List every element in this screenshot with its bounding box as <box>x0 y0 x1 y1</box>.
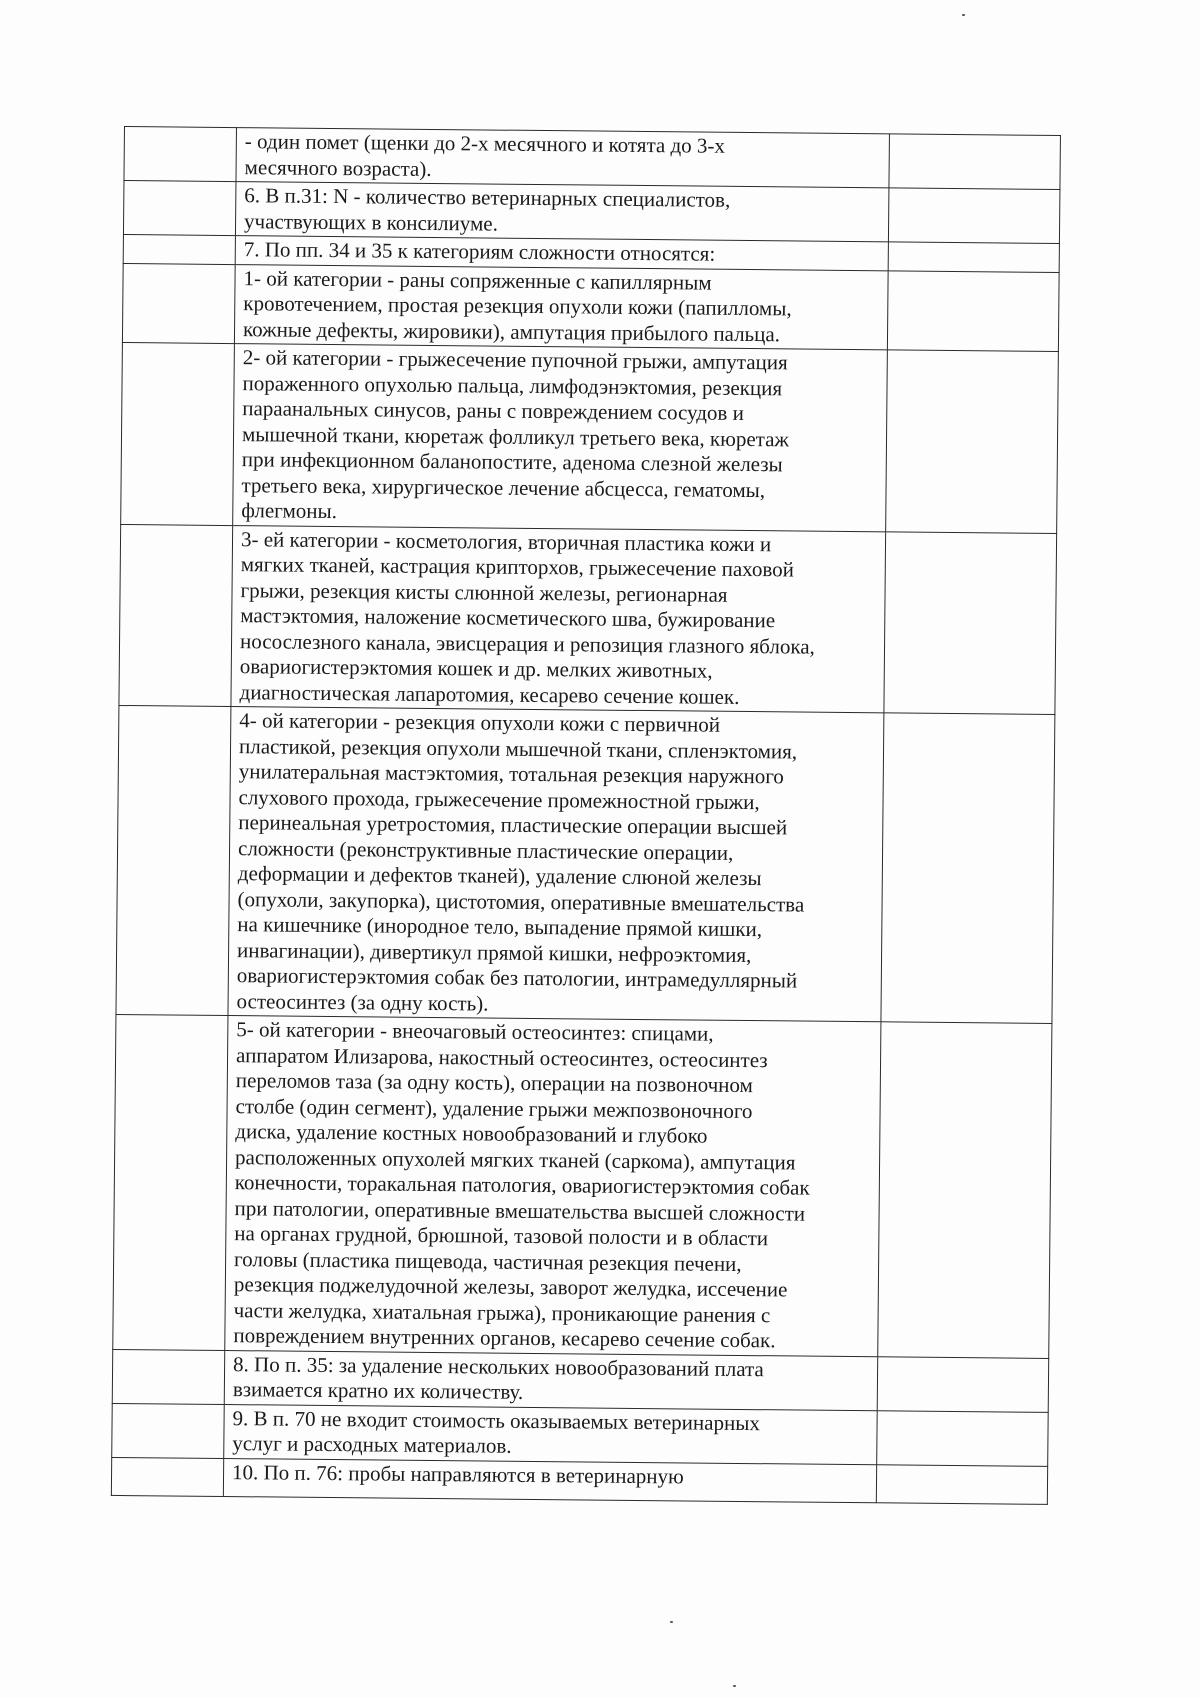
table-row <box>116 705 1055 1023</box>
note-text: 5- ой категории - внеочаговый остеосинтез: спицами, аппаратом Илизарова, накостный остеосинтез, остеосинтез переломов таза (за одну кость), операции на позвоночном столбе (один сегмент), удаление грыжи межпозвоночного диска, удаление костных новообразований и глубоко расположенных опухолей мягких тканей (саркома), ампутация конечности, торакальная патология, овариогистерэктомия собак при патологии, оперативные вмешательства высшей сложности на органах грудной, брюшной, тазовой полости и в области головы (пластика пищевода, частичная резекция печени, резекция поджелудочной железы, заворот желудка, иссечение части желудка, хиатальная грыжа), проникающие ранения с повреждением внутренних органов, кесарево сечение собак. <box>233 1017 810 1353</box>
empty-cell-right <box>889 134 1061 190</box>
empty-cell-left <box>123 234 235 264</box>
empty-cell-left <box>123 181 236 236</box>
note-text: - один помет (щенки до 2-х месячного и котята до 3-х месячного возраста). <box>244 129 726 181</box>
tariff-notes-table <box>111 126 1061 1504</box>
empty-cell-left <box>113 1014 228 1350</box>
table-row <box>123 181 1059 244</box>
empty-cell-right <box>877 1410 1049 1466</box>
note-cell <box>224 1404 877 1464</box>
table-row <box>112 1403 1048 1466</box>
note-text: 10. По п. 76: пробы направляются в ветеринарную <box>231 1459 684 1488</box>
note-text: 2- ой категории - грыжесечение пупочной грыжи, ампутация пораженного опухолью пальца, лимфодэнэктомия, резекция параанальных синусов, раны с повреждением сосудов и мышечной ткани, кюретаж фолликул третьего века, кюретаж при инфекционном баланопостите, аденома слезной железы третьего века, хирургическое лечение абсцесса, гематомы, флегмоны. <box>241 345 790 524</box>
empty-cell-right <box>886 350 1059 533</box>
note-text: 1- ой категории - раны сопряженные с капиллярным кровотечением, простая резекция опухоли кожи (папилломы, кожные дефекты, жировики), ампутация прибылого пальца. <box>242 265 792 346</box>
table-row <box>111 1457 1047 1504</box>
table-row <box>119 524 1057 714</box>
note-cell <box>235 182 888 242</box>
table-row <box>112 1349 1048 1412</box>
table-row <box>121 342 1059 532</box>
note-text: 3- ей категории - косметология, вторичная пластика кожи и мягких тканей, кастрация крипторхов, грыжесечение паховой грыжи, резекция кисты слюнной железы, регионарная мастэктомия, наложение косметического шва, бужирование носослезного канала, эвисцерация и репозиция глазного яблока, овариогистерэктомия кошек и др. мелких животных, диагностическая лапаротомия, кесарево сечение кошек. <box>239 526 815 709</box>
scan-speck <box>670 1621 673 1623</box>
empty-cell-right <box>877 1356 1049 1412</box>
note-cell <box>224 1350 877 1410</box>
empty-cell-right <box>888 242 1059 272</box>
empty-cell-right <box>887 270 1059 351</box>
table-row <box>124 127 1060 190</box>
scan-speck <box>962 14 965 16</box>
note-cell <box>223 1458 876 1502</box>
scan-speck <box>733 1685 736 1687</box>
table-row <box>113 1014 1052 1357</box>
note-text: 9. В п. 70 не входит стоимость оказываемых ветеринарных услуг и расходных материалов. <box>232 1405 761 1458</box>
empty-cell-left <box>124 127 237 182</box>
empty-cell-right <box>876 1464 1047 1504</box>
empty-cell-left <box>112 1349 225 1404</box>
note-cell <box>228 707 884 1022</box>
empty-cell-left <box>121 342 235 525</box>
note-cell <box>233 344 888 532</box>
note-cell <box>225 1016 881 1357</box>
note-text: 6. В п.31: N - количество ветеринарных специалистов, участвующих в консилиуме. <box>243 183 731 236</box>
empty-cell-left <box>122 263 235 344</box>
empty-cell-right <box>888 188 1060 244</box>
note-cell <box>234 264 888 350</box>
note-text: 7. По пп. 34 и 35 к категориям сложности относятся: <box>243 237 716 266</box>
note-text: 4- ой категории - резекция опухоли кожи с первичной пластикой, резекция опухоли мышечной ткани, спленэктомия, унилатеральная мастэктомия, тотальная резекция наружного слухового прохода, грыжесечение промежностной грыжи, перинеальная уретростомия, пластические операции высшей сложности (реконструктивные пластические операции, деформации и дефектов тканей), удаление слюной железы (опухоли, закупорка), цистотомия, оперативные вмешательства на кишечнике (инородное тело, выпадение прямой кишки, инвагинации), дивертикул прямой кишки, нефроэктомия, овариогистерэктомия собак без патологии, интрамедуллярный остеосинтез (за одну кость). <box>236 708 805 1016</box>
note-cell <box>236 128 889 188</box>
empty-cell-right <box>878 1022 1052 1358</box>
empty-cell-left <box>112 1403 225 1458</box>
empty-cell-left <box>116 705 231 1015</box>
empty-cell-right <box>881 713 1055 1024</box>
note-text: 8. По п. 35: за удаление нескольких новообразований плата взимается кратно их количеству. <box>232 1351 764 1404</box>
empty-cell-right <box>884 531 1057 714</box>
note-cell <box>231 525 886 713</box>
table-row <box>122 263 1059 351</box>
empty-cell-left <box>111 1457 223 1496</box>
empty-cell-left <box>119 524 233 707</box>
